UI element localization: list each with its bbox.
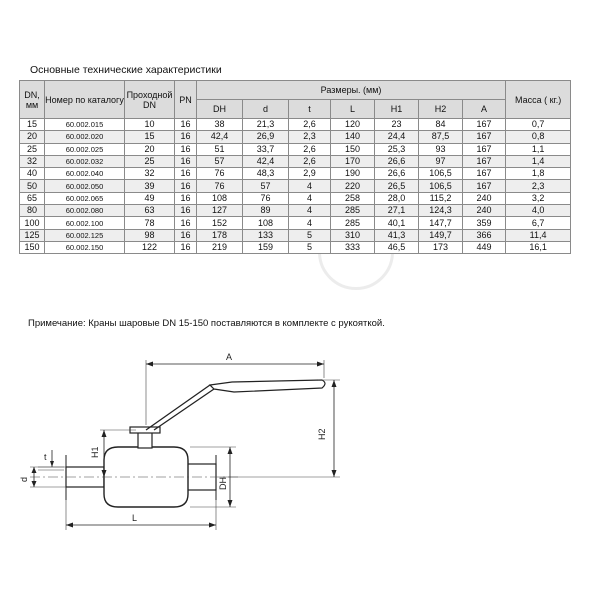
table-cell: 310: [331, 229, 375, 241]
table-cell: 60.002.150: [45, 241, 125, 253]
table-cell: 39: [125, 180, 175, 192]
table-cell: 28,0: [375, 192, 419, 204]
table-cell: 333: [331, 241, 375, 253]
table-cell: 120: [331, 119, 375, 131]
table-cell: 220: [331, 180, 375, 192]
table-cell: 15: [125, 131, 175, 143]
table-cell: 190: [331, 168, 375, 180]
dim-d-label: d: [19, 476, 29, 482]
table-cell: 26,5: [375, 180, 419, 192]
table-cell: 60.002.100: [45, 217, 125, 229]
table-cell: 167: [463, 168, 506, 180]
dim-l-label: L: [132, 513, 138, 523]
table-cell: 16: [175, 192, 197, 204]
table-cell: 93: [419, 143, 463, 155]
table-cell: 16: [175, 217, 197, 229]
table-cell: 76: [243, 192, 289, 204]
table-cell: 11,4: [506, 229, 571, 241]
table-cell: 16: [175, 229, 197, 241]
table-cell: 167: [463, 119, 506, 131]
table-cell: 27,1: [375, 205, 419, 217]
dim-h1-label: H1: [90, 446, 100, 458]
table-cell: 3,2: [506, 192, 571, 204]
table-cell: 127: [197, 205, 243, 217]
table-cell: 15: [20, 119, 45, 131]
subheader-cell: L: [331, 100, 375, 119]
table-cell: 167: [463, 180, 506, 192]
table-cell: 219: [197, 241, 243, 253]
table-cell: 150: [331, 143, 375, 155]
table-cell: 16: [175, 155, 197, 167]
table-cell: 10: [125, 119, 175, 131]
table-cell: 26,9: [243, 131, 289, 143]
table-row: [20, 241, 571, 253]
header-mass: Масса ( кг.): [506, 81, 571, 119]
table-cell: 285: [331, 217, 375, 229]
header-bore: Проходной DN: [125, 81, 175, 119]
table-cell: 167: [463, 143, 506, 155]
table-cell: 78: [125, 217, 175, 229]
table-cell: 21,3: [243, 119, 289, 131]
table-cell: 2,9: [289, 168, 331, 180]
dim-t-label: t: [44, 452, 47, 462]
table-cell: 0,7: [506, 119, 571, 131]
table-cell: 16: [175, 180, 197, 192]
table-cell: 60.002.025: [45, 143, 125, 155]
table-cell: 60.002.015: [45, 119, 125, 131]
table-cell: 4: [289, 205, 331, 217]
table-cell: 133: [243, 229, 289, 241]
table-cell: 240: [463, 192, 506, 204]
table-cell: 25: [20, 143, 45, 155]
table-cell: 87,5: [419, 131, 463, 143]
table-cell: 106,5: [419, 168, 463, 180]
valve-stem: [138, 432, 152, 448]
table-cell: 32: [125, 168, 175, 180]
table-cell: 60.002.020: [45, 131, 125, 143]
header-sizes: Размеры. (мм): [197, 81, 506, 100]
table-cell: 20: [20, 131, 45, 143]
table-cell: 0,8: [506, 131, 571, 143]
table-cell: 23: [375, 119, 419, 131]
table-cell: 1,4: [506, 155, 571, 167]
table-cell: 2,6: [289, 155, 331, 167]
table-cell: 16: [175, 131, 197, 143]
table-cell: 366: [463, 229, 506, 241]
header-dn: DN, мм: [20, 81, 45, 119]
table-cell: 16: [175, 241, 197, 253]
table-cell: 4: [289, 192, 331, 204]
table-cell: 42,4: [243, 155, 289, 167]
table-cell: 4,0: [506, 205, 571, 217]
table-cell: 159: [243, 241, 289, 253]
table-cell: 140: [331, 131, 375, 143]
subheader-cell: t: [289, 100, 331, 119]
table-cell: 60.002.040: [45, 168, 125, 180]
subheader-cell: H2: [419, 100, 463, 119]
header-catalog: Номер по каталогу: [45, 81, 125, 119]
subheader-cell: H1: [375, 100, 419, 119]
table-row: [20, 217, 571, 229]
table-cell: 449: [463, 241, 506, 253]
table-row: [20, 155, 571, 167]
table-cell: 63: [125, 205, 175, 217]
section-title: Основные технические характеристики: [30, 64, 222, 76]
table-cell: 100: [20, 217, 45, 229]
table-cell: 76: [197, 168, 243, 180]
table-cell: 167: [463, 131, 506, 143]
table-cell: 25,3: [375, 143, 419, 155]
table-cell: 4: [289, 217, 331, 229]
table-cell: 60.002.050: [45, 180, 125, 192]
table-cell: 167: [463, 155, 506, 167]
table-cell: 33,7: [243, 143, 289, 155]
table-cell: 57: [243, 180, 289, 192]
table-cell: 25: [125, 155, 175, 167]
table-row: [20, 131, 571, 143]
table-cell: 50: [20, 180, 45, 192]
table-cell: 178: [197, 229, 243, 241]
table-cell: 5: [289, 241, 331, 253]
table-cell: 57: [197, 155, 243, 167]
table-cell: 26,6: [375, 155, 419, 167]
table-row: [20, 205, 571, 217]
spec-table: [19, 80, 571, 254]
dim-a-label: A: [226, 352, 233, 362]
table-cell: 2,6: [289, 143, 331, 155]
table-row: [20, 119, 571, 131]
table-cell: 16: [175, 143, 197, 155]
table-cell: 65: [20, 192, 45, 204]
table-cell: 2,3: [506, 180, 571, 192]
table-cell: 16: [175, 205, 197, 217]
dim-dh-label: DH: [218, 477, 228, 490]
table-cell: 106,5: [419, 180, 463, 192]
table-cell: 40: [20, 168, 45, 180]
table-cell: 108: [197, 192, 243, 204]
table-cell: 26,6: [375, 168, 419, 180]
table-cell: 150: [20, 241, 45, 253]
handle-grip: [210, 380, 325, 392]
dim-h2-label: H2: [317, 428, 327, 440]
table-cell: 49: [125, 192, 175, 204]
table-cell: 60.002.125: [45, 229, 125, 241]
table-cell: 32: [20, 155, 45, 167]
table-cell: 46,5: [375, 241, 419, 253]
table-cell: 41,3: [375, 229, 419, 241]
table-cell: 60.002.080: [45, 205, 125, 217]
valve-drawing: [0, 340, 591, 590]
table-cell: 2,6: [289, 119, 331, 131]
table-cell: 173: [419, 241, 463, 253]
table-cell: 84: [419, 119, 463, 131]
table-cell: 80: [20, 205, 45, 217]
table-cell: 149,7: [419, 229, 463, 241]
table-row: [20, 168, 571, 180]
table-cell: 16: [175, 119, 197, 131]
table-cell: 60.002.065: [45, 192, 125, 204]
table-row: [20, 143, 571, 155]
table-cell: 152: [197, 217, 243, 229]
table-cell: 20: [125, 143, 175, 155]
table-row: [20, 180, 571, 192]
table-row: [20, 192, 571, 204]
header-pn: PN: [175, 81, 197, 119]
table-cell: 2,3: [289, 131, 331, 143]
table-cell: 38: [197, 119, 243, 131]
table-cell: 258: [331, 192, 375, 204]
table-cell: 125: [20, 229, 45, 241]
table-cell: 240: [463, 205, 506, 217]
table-cell: 170: [331, 155, 375, 167]
table-cell: 6,7: [506, 217, 571, 229]
subheader-cell: d: [243, 100, 289, 119]
note-text: Примечание: Краны шаровые DN 15-150 поставляются в комплекте с рукояткой.: [28, 318, 385, 329]
table-cell: 108: [243, 217, 289, 229]
table-cell: 60.002.032: [45, 155, 125, 167]
table-cell: 98: [125, 229, 175, 241]
table-cell: 76: [197, 180, 243, 192]
table-cell: 115,2: [419, 192, 463, 204]
table-cell: 1,1: [506, 143, 571, 155]
table-cell: 24,4: [375, 131, 419, 143]
table-cell: 4: [289, 180, 331, 192]
table-row: [20, 229, 571, 241]
table-cell: 51: [197, 143, 243, 155]
table-cell: 124,3: [419, 205, 463, 217]
table-cell: 285: [331, 205, 375, 217]
subheader-cell: DH: [197, 100, 243, 119]
table-cell: 16,1: [506, 241, 571, 253]
table-cell: 48,3: [243, 168, 289, 180]
table-cell: 42,4: [197, 131, 243, 143]
table-cell: 147,7: [419, 217, 463, 229]
table-cell: 122: [125, 241, 175, 253]
table-cell: 359: [463, 217, 506, 229]
table-cell: 1,8: [506, 168, 571, 180]
table-cell: 97: [419, 155, 463, 167]
subheader-cell: A: [463, 100, 506, 119]
table-cell: 40,1: [375, 217, 419, 229]
table-cell: 5: [289, 229, 331, 241]
table-cell: 89: [243, 205, 289, 217]
table-cell: 16: [175, 168, 197, 180]
